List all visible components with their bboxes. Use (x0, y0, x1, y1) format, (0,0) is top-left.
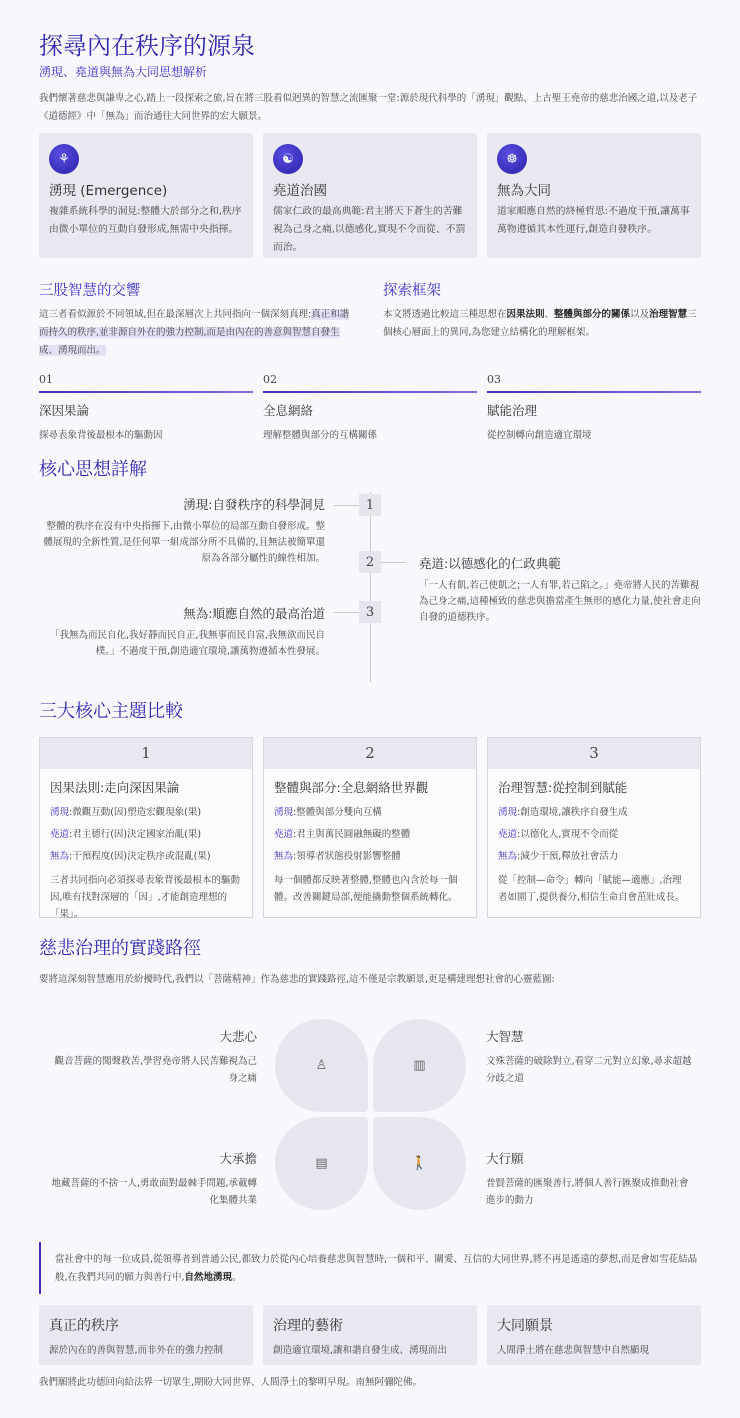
compare-line (274, 848, 466, 862)
summary-card (263, 1305, 477, 1365)
summary-title: 治理的藝術 (273, 1318, 343, 1334)
practice-item-responsibility (45, 1149, 257, 1209)
t: 以及 (630, 309, 650, 320)
step-desc: 理解整體與部分的互構關係 (263, 430, 378, 441)
step-num: 02 (263, 373, 277, 386)
closing-quote (39, 1242, 701, 1294)
timeline-desc: 整體的秩序在沒有中央指揮下,由微小單位的局部互動自發形成。整體展現的全新性質,是任何單一組成部分所不具備的,且無法被簡單還原為各部分屬性的線性相加。 (43, 521, 325, 564)
card-desc: 複雜系統科學的洞見:整體大於部分之和,秩序由微小單位的互動自發形成,無需中央指揮。 (49, 206, 242, 235)
compare-card-title: 治理智慧:從控制到賦能 (498, 780, 628, 795)
framework-step (263, 373, 477, 441)
quote-bold: 自然地湧現 (184, 1272, 233, 1283)
symphony-text (39, 306, 357, 360)
network-icon: ⚘ (49, 144, 79, 174)
compare-num: 2 (264, 738, 476, 769)
page-title: 探尋內在秩序的源泉 (39, 32, 255, 60)
compare-line (498, 804, 690, 818)
practice-item-compassion (47, 1027, 257, 1087)
k: 堯道 (50, 829, 70, 840)
symphony-text-a: 這三者看似源於不同領域,但在最深層次上共同指向一個深刻真理: (39, 309, 312, 320)
k: 無為 (498, 851, 518, 862)
compare-para: 三者共同指向必須探尋表象背後最根本的驅動因,唯有找對深層的「因」,才能創造理想的「果」。 (50, 875, 241, 920)
closing-dedication: 我們願將此功德回向給法界一切眾生,期盼大同世界、人間淨土的黎明早現。南無阿彌陀佛。 (39, 1377, 423, 1388)
step-bar (39, 391, 253, 393)
compare-line (498, 848, 690, 862)
compare-card (39, 737, 253, 918)
v: :微觀互動(因)塑造宏觀現象(果) (69, 807, 202, 818)
bold-term: 因果法則 (506, 309, 545, 320)
k: 湧現 (274, 807, 294, 818)
card-title: 堯道治國 (273, 183, 327, 199)
card-desc: 儒家仁政的最高典範:君主將天下蒼生的苦難視為己身之痛,以德感化,實現不令而從、不罰而治。 (273, 206, 466, 253)
symphony-highlight: 真正和諧而持久的秩序,並非源自外在的強力控制,而是由內在的善意與智慧自發生成、湧現而出。 (39, 309, 350, 356)
timeline-connector (334, 612, 359, 613)
compare-line (274, 826, 466, 840)
practice-item-desc: 普賢菩薩的匯聚善行,將個人善行匯聚成推動社會進步的動力 (486, 1178, 689, 1206)
intro-text: 我們懷著慈悲與謙卑之心,踏上一段探索之旅,旨在將三股看似迥異的智慧之流匯聚一堂:源於現代科學的「湧現」觀點、上古聖王堯帝的慈悲治國之道,以及老子《道德經》中「無為」而治通往大同世界的宏大願景。 (39, 93, 698, 122)
step-num: 03 (487, 373, 501, 386)
compare-card (487, 737, 701, 918)
k: 堯道 (274, 829, 294, 840)
step-bar (487, 391, 701, 393)
page-subtitle: 湧現、堯道與無為大同思想解析 (39, 65, 208, 79)
v: :干預程度(因)決定秩序或混亂(果) (69, 851, 211, 862)
summary-title: 大同願景 (497, 1318, 553, 1334)
step-title: 賦能治理 (487, 403, 538, 418)
compare-para: 每一個體都反映著整體,整體也內含於每一個體。改善關鍵局部,便能撬動整個系統轉化。 (274, 875, 458, 903)
timeline-item-yao (419, 554, 701, 626)
step-num: 01 (39, 373, 53, 386)
k: 湧現 (498, 807, 518, 818)
compare-line (498, 826, 690, 840)
t: 本文將透過比較這三種思想在 (383, 309, 507, 320)
concept-card-wuwei (487, 133, 701, 258)
step-title: 深因果論 (39, 403, 90, 418)
k: 堯道 (498, 829, 518, 840)
timeline-desc: 「我無為而民自化,我好靜而民自正,我無事而民自富,我無欲而民自樸。」不過度干預,創造適宜環境,讓萬物遵循本性發展。 (49, 630, 325, 657)
step-desc: 探尋表象背後最根本的驅動因 (39, 430, 163, 441)
framework-text (383, 306, 703, 342)
practice-item-desc: 觀音菩薩的聞聲救苦,學習堯帝將人民苦難視為己身之痛 (54, 1056, 257, 1084)
summary-card (487, 1305, 701, 1365)
quote-end: 。 (232, 1272, 242, 1283)
practice-intro: 要將這深刻智慧應用於紛擾時代,我們以「菩薩精神」作為慈悲的實踐路徑,這不僅是宗教願景,更是構建理想社會的心靈藍圖: (39, 974, 555, 985)
summary-desc: 源於內在的善與智慧,而非外在的強力控制 (49, 1345, 224, 1356)
timeline-desc: 「一人有飢,若己使飢之;一人有罪,若己陷之。」堯帝將人民的苦難視為己身之痛,這種極致的慈悲與擔當產生無形的感化力量,使社會走向自發的道德秩序。 (419, 580, 701, 623)
summary-desc: 人間淨土將在慈悲與智慧中自然顯現 (497, 1345, 650, 1356)
v: :君主與萬民圓融無礙的整體 (293, 829, 411, 840)
practice-item-wisdom (486, 1027, 706, 1087)
timeline-title: 無為:順應自然的最高治道 (183, 606, 325, 621)
t: 三個核心層面上的異同,為您建立結構化的理解框架。 (383, 309, 697, 338)
t: 、 (544, 309, 555, 320)
compare-title: 三大核心主題比較 (39, 701, 183, 722)
summary-card (39, 1305, 253, 1365)
practice-item-desc: 文殊菩薩的破除對立,看穿二元對立幻象,尋求超越分歧之道 (486, 1056, 692, 1084)
timeline-line (370, 492, 371, 682)
abacus-icon: ▥ (373, 1019, 466, 1112)
compare-para: 從「控制—命令」轉向「賦能—適應」,治理者如園丁,提供養分,相信生命自會茁壯成長。 (498, 875, 685, 903)
step-desc: 從控制轉向創造適宜環境 (487, 430, 592, 441)
compare-card-title: 因果法則:走向深因果論 (50, 780, 180, 795)
framework-step (39, 373, 253, 441)
v: :領導者狀態投射影響整體 (293, 851, 401, 862)
timeline-title: 堯道:以德感化的仁政典範 (419, 556, 561, 571)
v: :減少干預,釋放社會活力 (517, 851, 619, 862)
compare-num: 1 (40, 738, 252, 769)
concept-card-yao (263, 133, 477, 258)
card-title: 無為大同 (497, 183, 551, 199)
summary-title: 真正的秩序 (49, 1318, 119, 1334)
compare-line (50, 826, 242, 840)
practice-item-title: 大悲心 (219, 1029, 257, 1044)
practice-item-title: 大行願 (486, 1151, 524, 1166)
bold-term: 整體與部分的關係 (554, 309, 631, 320)
step-title: 全息網絡 (263, 403, 314, 418)
timeline-item-emergence (40, 495, 325, 567)
v: :創造環境,讓秩序自發生成 (517, 807, 628, 818)
step-bar (263, 391, 477, 393)
compare-card (263, 737, 477, 918)
framework-step (487, 373, 701, 441)
summary-desc: 創造適宜環境,讓和諧自發生成、湧現而出 (273, 1345, 448, 1356)
practice-item-title: 大承擔 (219, 1151, 257, 1166)
k: 湧現 (50, 807, 70, 818)
timeline-marker: 3 (359, 601, 381, 623)
compare-line (50, 848, 242, 862)
practice-title: 慈悲治理的實踐路徑 (39, 938, 201, 959)
building-icon: ▤ (275, 1117, 368, 1210)
timeline-marker: 2 (359, 551, 381, 573)
timeline-connector (381, 562, 406, 563)
v: :君主德行(因)決定國家治亂(果) (69, 829, 202, 840)
symphony-title: 三股智慧的交響 (39, 283, 141, 299)
timeline-marker: 1 (359, 494, 381, 516)
v: :整體與部分雙向互構 (293, 807, 382, 818)
timeline-item-wuwei (40, 604, 325, 660)
practice-item-title: 大智慧 (486, 1029, 524, 1044)
concept-card-emergence (39, 133, 253, 258)
timeline-connector (334, 505, 359, 506)
person-icon: ♙ (275, 1019, 368, 1112)
core-title: 核心思想詳解 (39, 459, 147, 480)
practice-item-desc: 地藏菩薩的不捨一人,勇敢面對最棘手問題,承載轉化集體共業 (51, 1178, 257, 1206)
k: 無為 (50, 851, 70, 862)
bold-term: 治理智慧 (649, 309, 688, 320)
compare-line (274, 804, 466, 818)
yin-yang-icon: ☯ (273, 144, 303, 174)
walking-icon: 🚶 (373, 1117, 466, 1210)
timeline-title: 湧現:自發秩序的科學洞見 (183, 497, 325, 512)
v: :以德化人,實現不令而從 (517, 829, 619, 840)
dharma-wheel-icon: ☸ (497, 144, 527, 174)
k: 無為 (274, 851, 294, 862)
compare-num: 3 (488, 738, 700, 769)
card-title: 湧現 (Emergence) (49, 183, 168, 199)
card-desc: 道家順應自然的終極哲思:不過度干預,讓萬事萬物遵循其本性運行,創造自發秩序。 (497, 206, 690, 235)
practice-item-vow (486, 1149, 706, 1209)
framework-title: 探索框架 (383, 283, 441, 299)
compare-line (50, 804, 242, 818)
compare-card-title: 整體與部分:全息網絡世界觀 (274, 780, 429, 795)
quote-text: 當社會中的每一位成員,從領導者到普通公民,都致力於從內心培養慈悲與智慧時,一個和平、關愛、互信的大同世界,將不再是遙遠的夢想,而是會如雪花結晶般,在我們共同的願力與善行中, (55, 1254, 698, 1283)
